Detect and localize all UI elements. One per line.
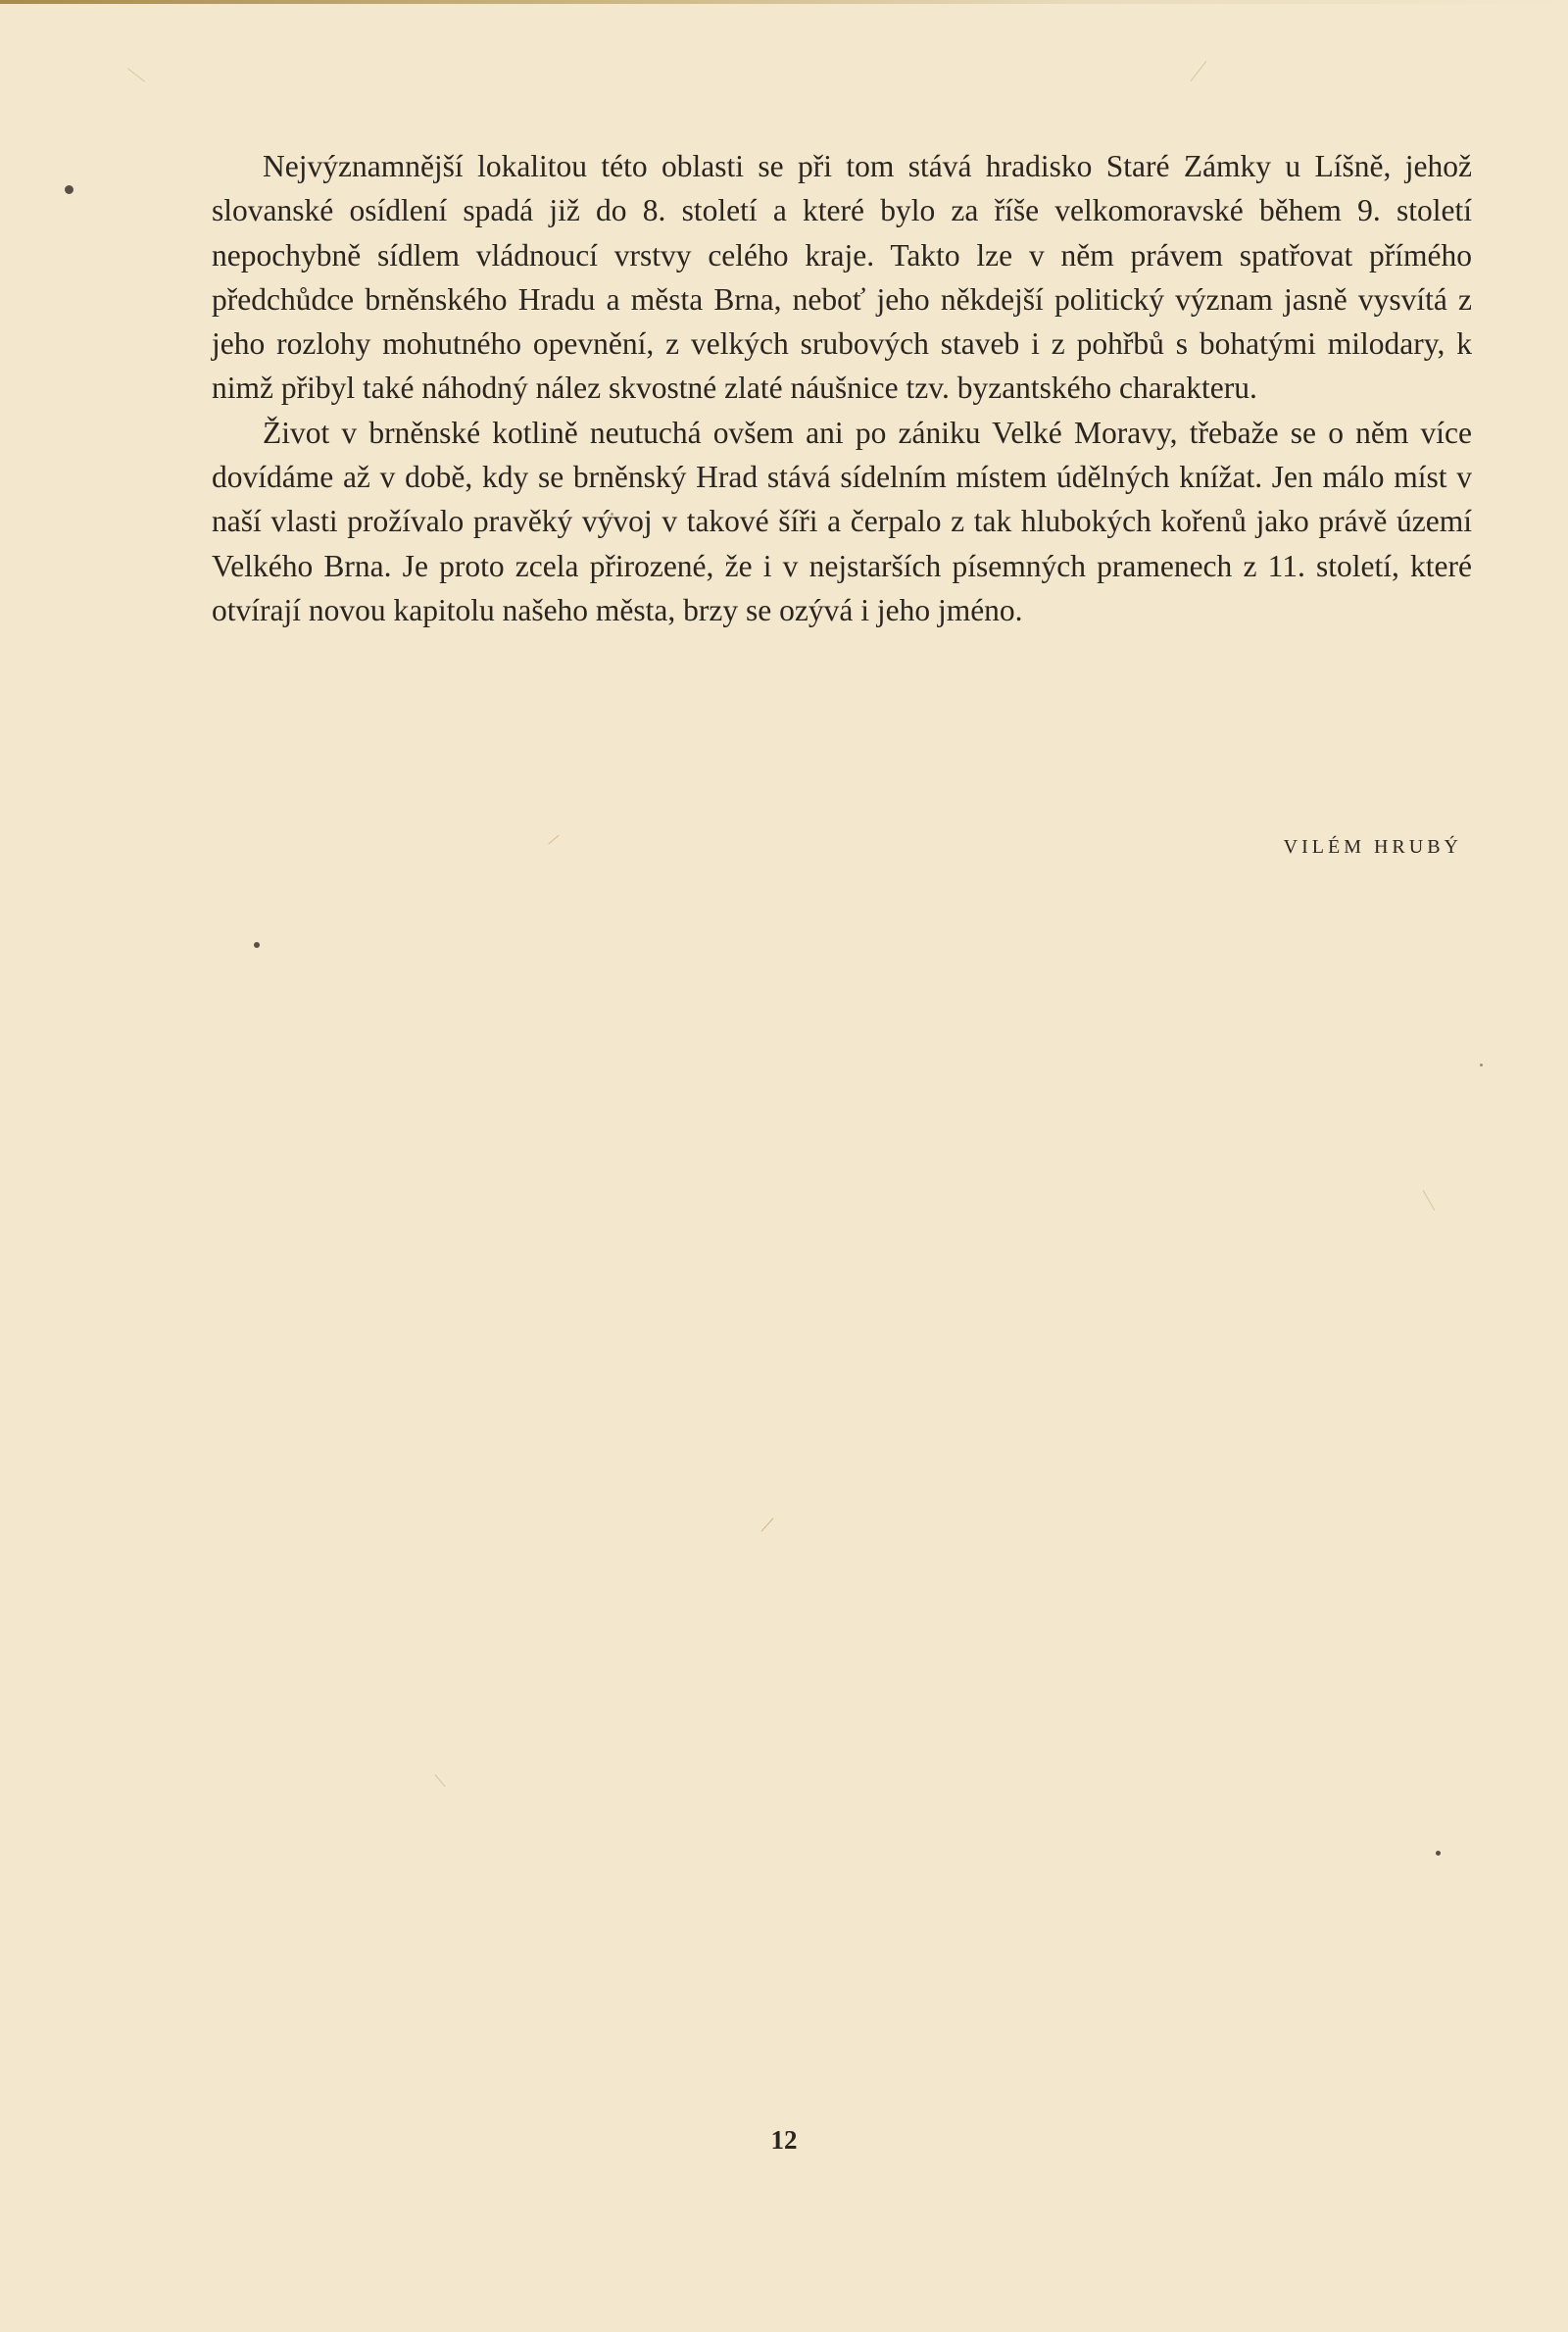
paper-fiber	[548, 835, 559, 845]
author-signature: VILÉM HRUBÝ	[1283, 836, 1462, 858]
paper-speck	[65, 185, 74, 194]
body-text	[212, 144, 1472, 632]
paper-fiber	[434, 1774, 445, 1787]
paragraph-2: Život v brněnské kotlině neutuchá ovšem ani po zániku Velké Moravy, třebaže se o něm více dovídáme až v době, kdy se brněnský Hrad stává sídelním místem údělných knížat. Jen málo míst v naší vlasti prožívalo pravěký vývoj v takové šíři a čerpalo z tak hlubokých kořenů jako právě území Velkého Brna. Je proto zcela přirozené, že i v nejstarších písemných pramenech z 11. století, které otvírají novou kapitolu našeho města, brzy se ozývá i jeho jméno.	[212, 415, 1472, 627]
paper-fiber	[1423, 1190, 1436, 1211]
paper-fiber	[761, 1517, 774, 1531]
page-number: 12	[770, 2125, 798, 2155]
paper-speck	[254, 942, 260, 948]
paper-fiber	[1191, 61, 1207, 81]
paper-speck	[1436, 1851, 1441, 1856]
paper-fiber	[127, 68, 145, 81]
paragraph-1: Nejvýznamnější lokalitou této oblasti se při tom stává hradisko Staré Zámky u Líšně, jehož slovanské osídlení spadá již do 8. století a které bylo za říše velkomoravské během 9. století nepochybně sídlem vládnoucí vrstvy celého kraje. Takto lze v něm právem spatřovat přímého předchůdce brněnského Hradu a města Brna, neboť jeho někdejší politický význam jasně vysvítá z jeho rozlohy mohutného opevnění, z velkých srubových staveb i z pohřbů s bohatými milodary, k nimž přibyl také náhodný nález skvostné zlaté náušnice tzv. byzantského charakteru.	[212, 149, 1472, 406]
paper-speck	[1480, 1064, 1483, 1067]
page-top-edge	[0, 0, 1568, 4]
